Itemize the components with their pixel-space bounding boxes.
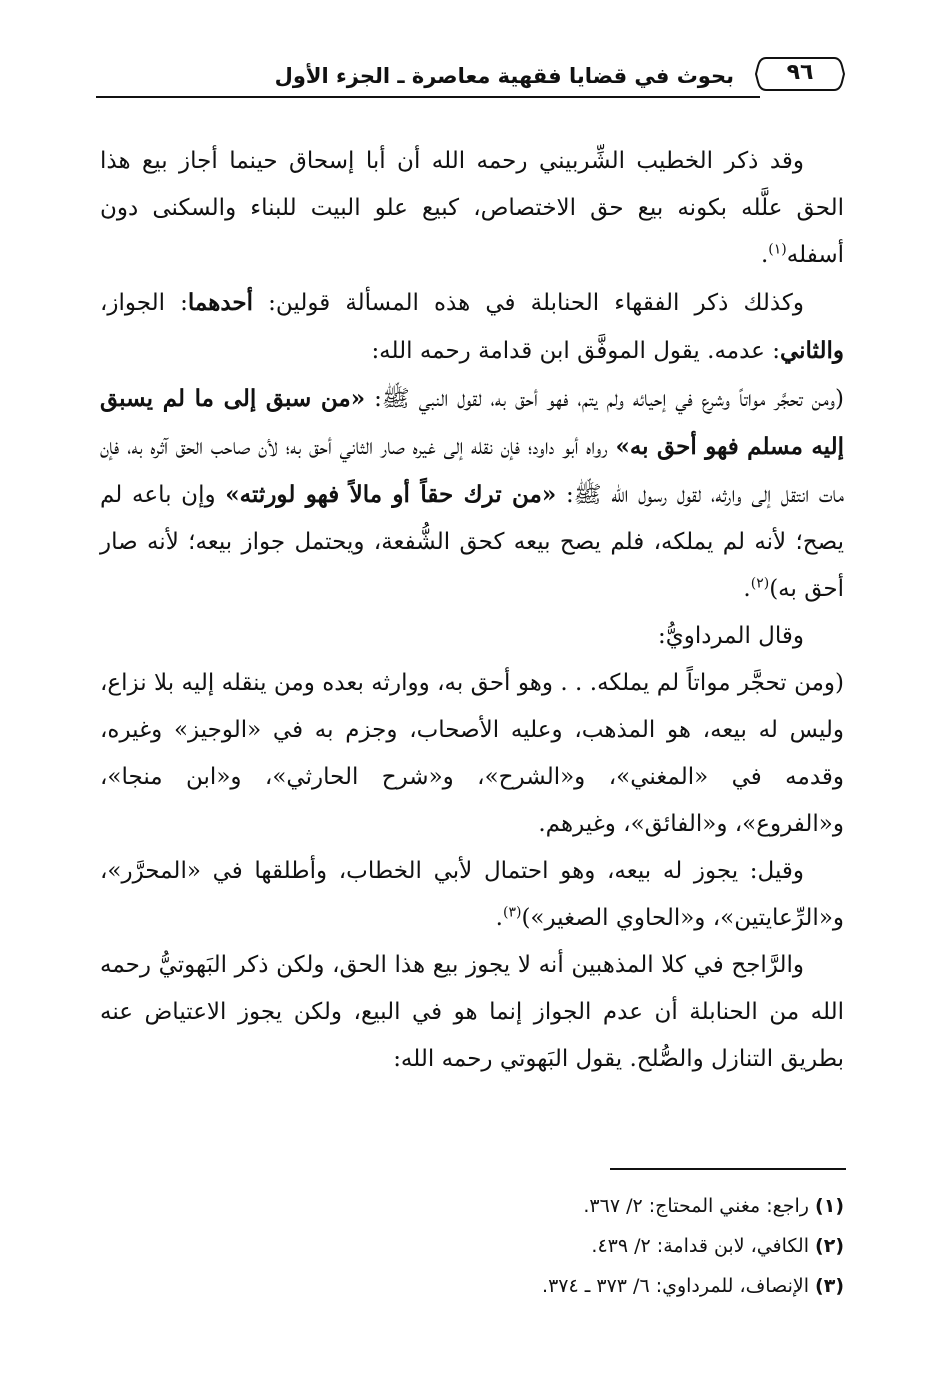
paragraph-2-first-opinion: أحدهما: [187, 289, 254, 316]
footnote-1: [100, 1186, 844, 1226]
footnote-1-text: راجع: مغني المحتاج: ٢/ ٣٦٧.: [583, 1195, 816, 1217]
paragraph-5-quote: (ومن تحجَّر مواتاً لم يملكه. . . وهو أحق به، ووارثه بعده ومن ينقله إليه بلا نزاع، وليس له بيعه، هو المذهب، وعليه الأصحاب، وجزم به في «الوجيز» وغيره، وقدمه في «المغني»، و«الشرح»، و«شرح الحارثي»، و«ابن منجا»، و«الفروع»، و«الفائق»، وغيرهم.: [100, 670, 844, 837]
paragraph-1-tail: .: [760, 242, 769, 268]
paragraph-1: [100, 138, 844, 279]
body-text: [100, 138, 844, 1083]
paragraph-2-mid: : الجواز،: [100, 290, 188, 316]
paragraph-2-lead: وكذلك ذكر الفقهاء الحنابلة في هذه المسألة قولين:: [253, 290, 804, 316]
header-title: بحوث في قضايا فقهية معاصرة ـ الجزء الأول: [274, 64, 734, 88]
footnote-1-number: (١): [815, 1195, 844, 1217]
quote-tail: .: [743, 576, 751, 602]
footnote-3-text: الإنصاف، للمرداوي: ٦/ ٣٧٣ ـ ٣٧٤.: [542, 1275, 816, 1297]
paragraph-4: وقال المرداويُّ:: [657, 623, 804, 649]
footnote-2-text: الكافي، لابن قدامة: ٢/ ٤٣٩.: [591, 1235, 816, 1257]
footnote-2: [100, 1226, 844, 1266]
hadith-1: «من سبق إلى ما لم يسبق إليه مسلم فهو أحق به»: [100, 385, 844, 460]
footnote-rule: [610, 1168, 846, 1170]
footnote-3-number: (٣): [815, 1275, 844, 1297]
footnote-ref-3: (٣): [502, 904, 522, 921]
hadith-2: «من ترك حقاً أو مالاً فهو لورثته»: [225, 481, 557, 508]
quote-part-3: وإن باعه لم يصح؛ لأنه لم يملكه، فلم يصح بيعه كحق الشُّفعة، ويحتمل جواز بيعه؛ لأنه صار أحق به): [100, 482, 844, 602]
footnote-ref-1: (١): [768, 241, 787, 258]
paragraph-2: [100, 279, 844, 375]
page-number-badge: [754, 54, 846, 94]
paragraph-3-quote: [100, 375, 844, 613]
paragraph-6: [100, 848, 844, 942]
quote-part-2: رواه أبو داود؛ فإن نقله إلى غيره صار الثاني أحق به؛ لأن صاحب الحق آثره به، فإن مات انتقل إلى وارثه، لقول رسول الله ﷺ:: [100, 434, 845, 508]
paragraph-2-text: : عدمه. يقول الموفَّق ابن قدامة رحمه الله:: [371, 338, 780, 364]
quote-part-1: (ومن تحجَّر مواتاً وشرع في إحيائه ولم يتم، فهو أحق به، لقول النبي ﷺ:: [365, 386, 844, 412]
header-rule: [96, 96, 760, 98]
paragraph-6-tail: .: [495, 905, 503, 931]
footnotes: [100, 1186, 844, 1306]
footnote-2-number: (٢): [815, 1235, 844, 1257]
page-number: ٩٦: [786, 60, 814, 85]
paragraph-1-text: وقد ذكر الخطيب الشِّربيني رحمه الله أن أبا إسحاق حينما أجاز بيع هذا الحق علَّله بكونه بيع حق الاختصاص، كبيع علو البيت للبناء والسكنى دون أسفله: [100, 148, 844, 268]
running-header: [96, 52, 846, 100]
footnote-3: [100, 1266, 844, 1306]
paragraph-7: والرَّاجح في كلا المذهبين أنه لا يجوز بيع هذا الحق، ولكن ذكر البَهوتيُّ رحمه الله من الحنابلة أن عدم الجواز إنما هو في البيع، ولكن يجوز الاعتياض عنه بطريق التنازل والصُّلح. يقول البَهوتي رحمه الله:: [100, 952, 844, 1072]
paragraph-2-second-opinion: والثاني: [779, 337, 844, 364]
paragraph-6-text: وقيل: يجوز له بيعه، وهو احتمال لأبي الخطاب، وأطلقها في «المحرَّر»، و«الرِّعايتين»، و«الحاوي الصغير»): [100, 858, 844, 931]
footnote-ref-2: (٢): [750, 575, 770, 592]
